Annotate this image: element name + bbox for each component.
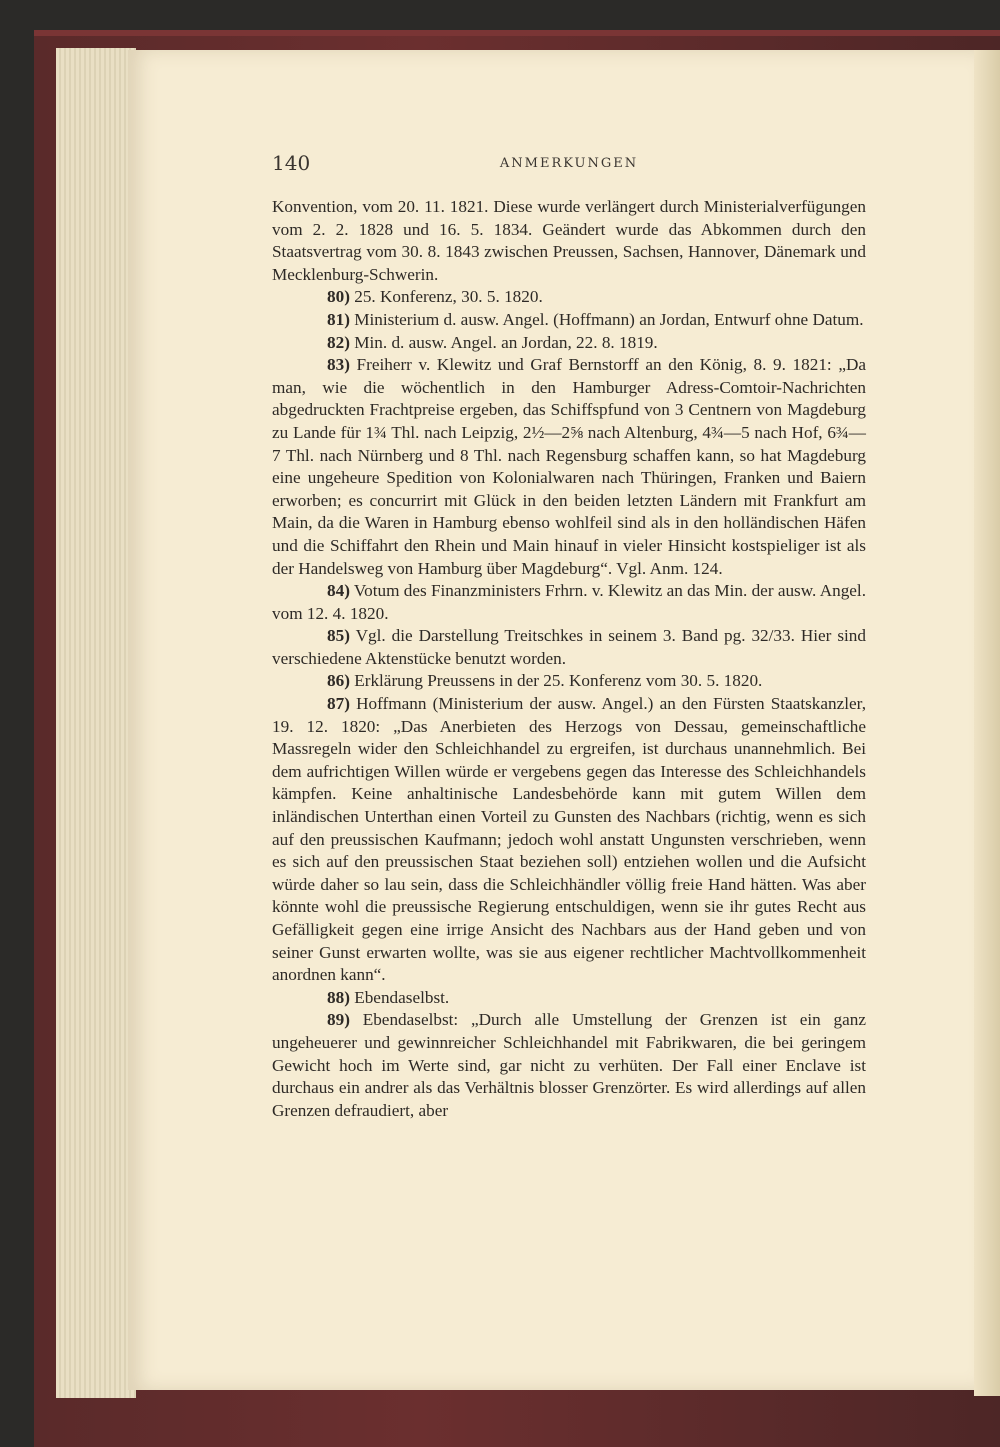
endnote-text: Freiherr v. Klewitz und Graf Bernstorff an den König, 8. 9. 1821: „Da man, wie die wöchentlich in den Hamburger Adress-Comtoir-Nachrichten abgedruckten Frachtpreise ergeben, das Schiffspfund von 3 Centnern von Magdeburg zu Lande für 1¾ Thl. nach Leipzig, 2½—2⅝ nach Altenburg, 4¾—5 nach Hof, 6¾—7 Thl. nach Nürnberg und 8 Thl. nach Regensburg schaffen kann, so hat Magdeburg eine ungeheure Spedition von Kolonialwaren nach Thüringen, Franken und Baiern erworben; es concurrirt mit Glück in den beiden letzten Ländern mit Frankfurt am Main, da die Waren in Hamburg ebenso wohlfeil sind als in den holländischen Häfen und die Schiffahrt den Rhein und Main hinauf in vieler Hinsicht kostspieliger ist als der Handelsweg von Hamburg über Magdeburg“. Vgl. Anm. 124. <box>272 355 866 578</box>
endnote-number: 89) <box>327 1010 350 1030</box>
page-header <box>272 151 866 177</box>
endnote-n80 <box>272 286 866 309</box>
endnote-text: Vgl. die Darstellung Treitschkes in seinem 3. Band pg. 32/33. Hier sind verschiedene Aktenstücke benutzt worden. <box>272 626 866 668</box>
endnote-text: Konvention, vom 20. 11. 1821. Diese wurde verlängert durch Ministerialverfügungen vom 2. 2. 1828 und 16. 5. 1834. Geändert wurde das Abkommen durch den Staatsvertrag vom 30. 8. 1843 zwischen Preussen, Sachsen, Hannover, Dänemark und Mecklenburg-Schwerin. <box>272 197 866 284</box>
endnote-number: 81) <box>327 309 350 329</box>
endnote-n88 <box>272 987 866 1010</box>
endnote-n89 <box>272 1009 866 1122</box>
endnote-text: Votum des Finanzministers Frhrn. v. Klewitz an das Min. der ausw. Angel. vom 12. 4. 1820. <box>272 581 866 623</box>
endnote-number: 87) <box>327 694 350 714</box>
endnote-text: Ministerium d. ausw. Angel. (Hoffmann) an Jordan, Entwurf ohne Datum. <box>354 309 864 329</box>
endnote-n85 <box>272 625 866 670</box>
endnote-n83 <box>272 354 866 580</box>
continued-note <box>272 196 866 286</box>
endnote-text: Ebendaselbst: „Durch alle Umstellung der Grenzen ist ein ganz ungeheuerer und gewinnreicher Schleichhandel mit Fabrikwaren, die bei geringem Gewicht hoch im Werte sind, gar nicht zu verhüten. Der Fall einer Enclave ist durchaus ein andrer als das Verhältnis blosser Grenzörter. Es wird allerdings auf allen Grenzen defraudiert, aber <box>272 1010 866 1120</box>
page-stack-edge <box>56 48 136 1398</box>
running-head: ANMERKUNGEN <box>499 156 639 171</box>
endnote-number: 84) <box>327 581 350 601</box>
endnote-n82 <box>272 332 866 355</box>
endnote-number: 85) <box>327 626 350 646</box>
endnote-text: Ebendaselbst. <box>354 987 450 1007</box>
endnote-text: Erklärung Preussens in der 25. Konferenz vom 30. 5. 1820. <box>354 671 763 691</box>
endnote-text: Min. d. ausw. Angel. an Jordan, 22. 8. 1819. <box>354 332 658 352</box>
endnotes-text <box>272 196 866 1122</box>
endnote-number: 80) <box>327 287 350 307</box>
page-number: 140 <box>272 151 311 175</box>
endnote-number: 83) <box>327 355 350 375</box>
endnote-n84 <box>272 580 866 625</box>
endnote-number: 86) <box>327 671 350 691</box>
endnote-n87 <box>272 693 866 987</box>
endnote-text: 25. Konferenz, 30. 5. 1820. <box>354 287 543 307</box>
endnote-text: Hoffmann (Ministerium der ausw. Angel.) an den Fürsten Staatskanzler, 19. 12. 1820: „Das Anerbieten des Herzogs von Dessau, gemeinschaftliche Massregeln wider den Schleichhandel zu ergreifen, ist durchaus unannehmlich. Bei dem aufrichtigen Willen würde er vergebens gegen das Interesse des Schleichhandels kämpfen. Keine anhaltinische Landesbehörde kann mit gutem Willen dem inländischen Unterthan einen Vorteil zu Gunsten des Nachbars (richtig, wenn es sich auf den preussischen Kaufmann; jedoch wohl anstatt Ungunsten verschrieben, wenn es sich auf den preussischen Staat beziehen soll) entziehen wollen und die Aufsicht würde daher so lau sein, dass die Schleichhändler völlig freie Hand hätten. Was aber könnte wohl die preussische Regierung entschuldigen, wenn sie ihr gutes Recht aus Gefälligkeit gegen eine irrige Ansicht des Nachbars aus der Hand geben und von seiner Gunst erwarten wollte, was sie aus eigener rechtlicher Machtvollkommenheit anordnen kann“. <box>272 694 866 985</box>
endnote-n81 <box>272 309 866 332</box>
endnote-n86 <box>272 670 866 693</box>
endnote-number: 82) <box>327 332 350 352</box>
facing-page-edge <box>974 50 1000 1396</box>
endnote-number: 88) <box>327 987 350 1007</box>
